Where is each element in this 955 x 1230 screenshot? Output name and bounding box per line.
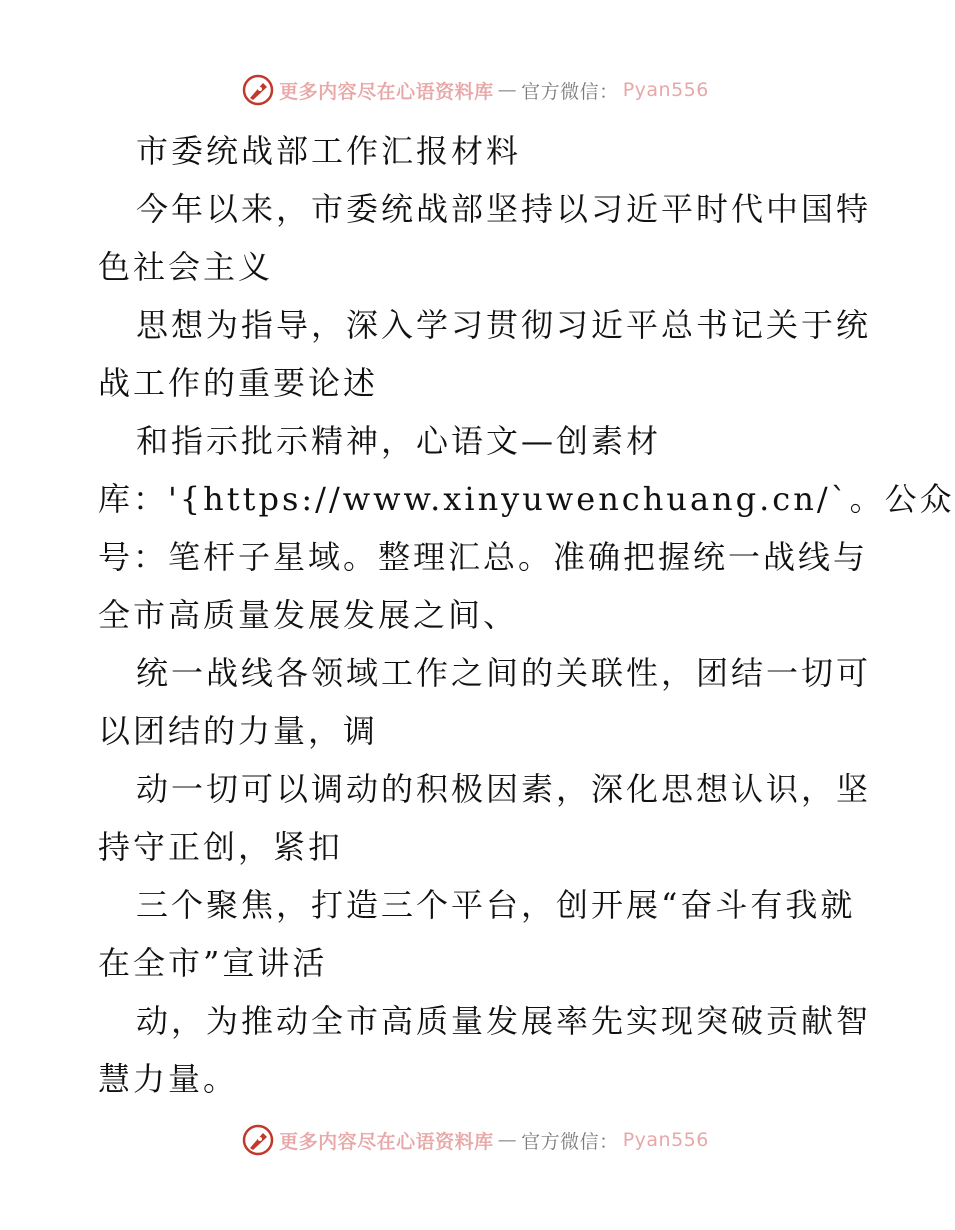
banner-separator: — — [497, 1129, 518, 1151]
banner-wechat-id: Pyan556 — [622, 1129, 709, 1151]
paragraph-line: 和指示批示精神，心语文—创素材 — [136, 422, 662, 460]
paragraph-line: 慧力量。 — [98, 1060, 239, 1098]
paragraph-line: 今年以来，市委统战部坚持以习近平时代中国特 — [136, 190, 872, 228]
paragraph-line: 统一战线各领域工作之间的关联性，团结一切可 — [136, 654, 872, 692]
paragraph-line: 思想为指导，深入学习贯彻习近平总书记关于统 — [136, 306, 872, 344]
paragraph-line: 在全市”宣讲活 — [98, 944, 328, 982]
banner-wechat-id: Pyan556 — [622, 79, 709, 101]
banner-separator: — — [497, 79, 518, 101]
banner-main-text: 更多内容尽在心语资料库 — [279, 80, 494, 103]
paragraph-line: 色社会主义 — [98, 248, 274, 286]
banner-wechat-label: 官方微信： — [521, 1130, 619, 1153]
paragraph-line: 三个聚焦，打造三个平台，创开展“奋斗有我就 — [136, 886, 856, 924]
document-body — [98, 122, 955, 1108]
footer-banner — [0, 1120, 950, 1160]
paragraph-line: 动一切可以调动的积极因素，深化思想认识，坚 — [136, 770, 872, 808]
paragraph-line: 号：笔杆子星域。整理汇总。准确把握统一战线与 — [98, 538, 869, 576]
banner-wechat-label: 官方微信： — [521, 80, 619, 103]
pen-nib-logo-icon — [241, 73, 275, 107]
header-banner — [0, 70, 950, 110]
paragraph-line: 战工作的重要论述 — [98, 364, 379, 402]
paragraph-line: 全市高质量发展发展之间、 — [98, 596, 519, 634]
pen-nib-logo-icon — [241, 1123, 275, 1157]
paragraph-line: 动，为推动全市高质量发展率先实现突破贡献智 — [136, 1002, 872, 1040]
paragraph-line: 以团结的力量，调 — [98, 712, 379, 750]
banner-main-text: 更多内容尽在心语资料库 — [279, 1130, 494, 1153]
paragraph-line: 持守正创，紧扣 — [98, 828, 344, 866]
paragraph-line: 库：'{https://www.xinyuwenchuang.cn/`。公众 — [98, 480, 955, 518]
document-title: 市委统战部工作汇报材料 — [136, 132, 522, 170]
